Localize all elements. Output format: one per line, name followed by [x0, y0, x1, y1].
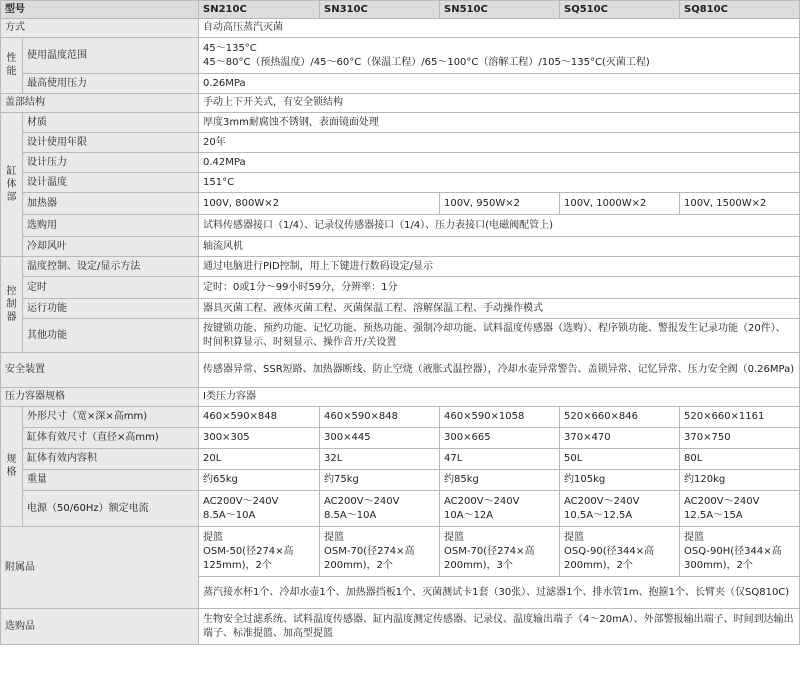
method-value: 自动高压蒸汽灭菌: [199, 19, 800, 38]
safety-value: 传感器异常、SSR短路、加热器断线、防止空烧（液胀式温控器），冷却水壶异常警告、盖锁异常、记忆异常、压力安全阀（0.26MPa): [199, 353, 800, 388]
outer-value: 460×590×848: [320, 407, 440, 428]
basket-row: [1, 527, 800, 577]
power-label: 电源（50/60Hz）额定电流: [23, 491, 199, 527]
header-label: 型号: [1, 1, 199, 19]
lid-value: 手动上下开关式，有安全锁结构: [199, 94, 800, 113]
volume-value: 47L: [440, 449, 560, 470]
volume-value: 80L: [680, 449, 800, 470]
vessel-row: [1, 388, 800, 407]
design-temp-label: 设计温度: [23, 173, 199, 193]
basket-value: 提篮 OSM-70(径274×高 200mm)，3个: [440, 527, 560, 577]
temp-range-label: 使用温度范围: [23, 38, 199, 74]
other-row: [1, 319, 800, 353]
tank-category: 缸体部: [1, 113, 23, 257]
heater-value-sq810: 100V, 1500W×2: [680, 193, 800, 215]
lid-row: [1, 94, 800, 113]
temp-range-line2: 45～80°C（预热温度）/45～60°C（保温工程）/65～100°C（溶解工程）/105～135°C(灭菌工程): [203, 56, 650, 68]
volume-value: 50L: [560, 449, 680, 470]
model-sn210c: SN210C: [199, 1, 320, 19]
control-category: 控制器: [1, 257, 23, 353]
vessel-label: 压力容器规格: [1, 388, 199, 407]
inner-row: [1, 428, 800, 449]
material-row: [1, 113, 800, 133]
fan-value: 轴流风机: [199, 237, 800, 257]
volume-row: [1, 449, 800, 470]
outer-value: 460×590×1058: [440, 407, 560, 428]
weight-value: 约85kg: [440, 470, 560, 491]
temp-ctrl-row: [1, 257, 800, 277]
inner-value: 370×750: [680, 428, 800, 449]
options-value: 试料传感器接口（1/4）、记录仪传感器接口（1/4）、压力表接口(电磁阀配管上): [199, 215, 800, 237]
vessel-value: Ⅰ类压力容器: [199, 388, 800, 407]
fan-label: 冷却风叶: [23, 237, 199, 257]
optional-value: 生物安全过滤系统、试料温度传感器、缸内温度测定传感器、记录仪、温度输出端子（4～20mA）、外部警报输出端子、时间到达输出端子、标准提篮、加高型提篮: [199, 609, 800, 645]
temp-ctrl-label: 温度控制、设定/显示方法: [23, 257, 199, 277]
volume-label: 缸体有效内容积: [23, 449, 199, 470]
heater-value-sq510: 100V, 1000W×2: [560, 193, 680, 215]
design-pressure-row: [1, 153, 800, 173]
timer-label: 定时: [23, 277, 199, 299]
temp-range-row: [1, 38, 800, 74]
heater-value-sn510: 100V, 950W×2: [440, 193, 560, 215]
power-value: AC200V～240V 12.5A～15A: [680, 491, 800, 527]
optional-row: [1, 609, 800, 645]
power-value: AC200V～240V 10A～12A: [440, 491, 560, 527]
max-pressure-label: 最高使用压力: [23, 74, 199, 94]
header-row: [1, 1, 800, 19]
power-value: AC200V～240V 8.5A～10A: [320, 491, 440, 527]
design-pressure-label: 设计压力: [23, 153, 199, 173]
model-sn510c: SN510C: [440, 1, 560, 19]
outer-label: 外形尺寸（宽×深×高mm): [23, 407, 199, 428]
run-value: 器具灭菌工程、液体灭菌工程、灭菌保温工程、溶解保温工程、手动操作模式: [199, 299, 800, 319]
timer-value: 定时：0或1分～99小时59分，分辨率：1分: [199, 277, 800, 299]
basket-value: 提篮 OSM-50(径274×高 125mm)，2个: [199, 527, 320, 577]
max-pressure-value: 0.26MPa: [199, 74, 800, 94]
outer-row: [1, 407, 800, 428]
other-label: 其他功能: [23, 319, 199, 353]
life-label: 设计使用年限: [23, 133, 199, 153]
power-value: AC200V～240V 8.5A～10A: [199, 491, 320, 527]
run-row: [1, 299, 800, 319]
basket-value: 提篮 OSM-70(径274×高 200mm)，2个: [320, 527, 440, 577]
weight-value: 约75kg: [320, 470, 440, 491]
timer-row: [1, 277, 800, 299]
inner-value: 300×305: [199, 428, 320, 449]
life-row: [1, 133, 800, 153]
heater-label: 加热器: [23, 193, 199, 215]
inner-value: 300×665: [440, 428, 560, 449]
performance-category: 性能: [1, 38, 23, 94]
power-row: [1, 491, 800, 527]
heater-row: [1, 193, 800, 215]
weight-value: 约65kg: [199, 470, 320, 491]
max-pressure-row: [1, 74, 800, 94]
life-value: 20年: [199, 133, 800, 153]
material-label: 材质: [23, 113, 199, 133]
temp-ctrl-value: 通过电脑进行PID控制，用上下键进行数码设定/显示: [199, 257, 800, 277]
accessories-others-value: 蒸汽接水杯1个、冷却水壶1个、加热器挡板1个、灭菌测试卡1套（30张）、过滤器1个、排水管1m、抱箍1个、长臂夹（仅SQ810C): [199, 577, 800, 609]
safety-row: [1, 353, 800, 388]
basket-value: 提篮 OSQ-90H(径344×高 300mm)，2个: [680, 527, 800, 577]
outer-value: 520×660×1161: [680, 407, 800, 428]
options-row: [1, 215, 800, 237]
model-sn310c: SN310C: [320, 1, 440, 19]
weight-value: 约120kg: [680, 470, 800, 491]
accessories-label: 附属品: [1, 527, 199, 609]
model-sq810c: SQ810C: [680, 1, 800, 19]
material-value: 厚度3mm耐腐蚀不锈钢，表面镜面处理: [199, 113, 800, 133]
power-value: AC200V～240V 10.5A～12.5A: [560, 491, 680, 527]
heater-value-sn210-310: 100V, 800W×2: [199, 193, 440, 215]
run-label: 运行功能: [23, 299, 199, 319]
weight-value: 约105kg: [560, 470, 680, 491]
fan-row: [1, 237, 800, 257]
volume-value: 32L: [320, 449, 440, 470]
method-label: 方式: [1, 19, 199, 38]
specs-category: 规格: [1, 407, 23, 527]
weight-row: [1, 470, 800, 491]
other-value: 按键锁功能、预约功能、记忆功能、预热功能、强制冷却功能、试料温度传感器（选购）、程序锁功能、警报发生记录功能（20件）、时间积算显示、时刻显示、操作音开/关设置: [199, 319, 800, 353]
design-temp-row: [1, 173, 800, 193]
temp-range-line1: 45～135°C: [203, 42, 257, 54]
method-row: [1, 19, 800, 38]
lid-label: 盖部结构: [1, 94, 199, 113]
volume-value: 20L: [199, 449, 320, 470]
inner-value: 370×470: [560, 428, 680, 449]
outer-value: 460×590×848: [199, 407, 320, 428]
inner-value: 300×445: [320, 428, 440, 449]
design-temp-value: 151°C: [199, 173, 800, 193]
model-sq510c: SQ510C: [560, 1, 680, 19]
inner-label: 缸体有效尺寸（直径×高mm): [23, 428, 199, 449]
outer-value: 520×660×846: [560, 407, 680, 428]
safety-label: 安全装置: [1, 353, 199, 388]
design-pressure-value: 0.42MPa: [199, 153, 800, 173]
options-label: 选购用: [23, 215, 199, 237]
weight-label: 重量: [23, 470, 199, 491]
basket-value: 提篮 OSQ-90(径344×高 200mm)，2个: [560, 527, 680, 577]
optional-label: 选购品: [1, 609, 199, 645]
